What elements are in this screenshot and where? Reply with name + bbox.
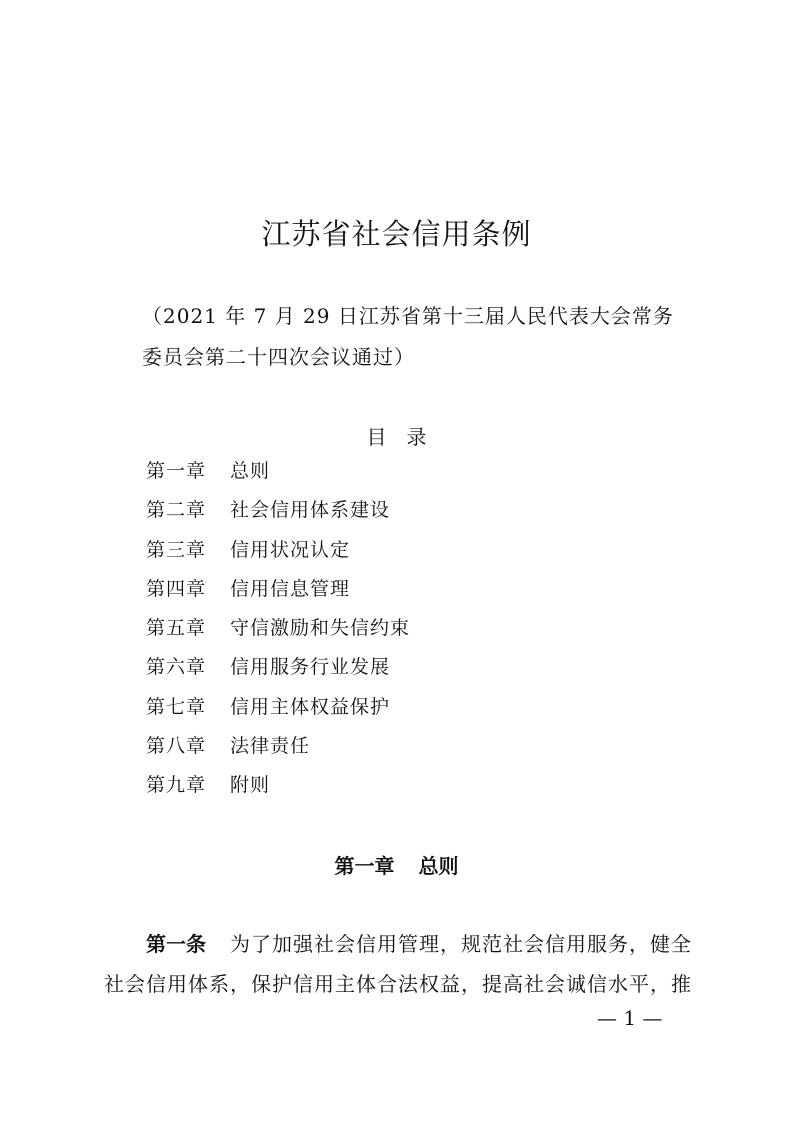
document-title: 江苏省社会信用条例: [261, 217, 532, 251]
toc-chapter-title: 附则: [230, 774, 271, 797]
adoption-note-line-2: 委员会第二十四次会议通过）: [142, 345, 415, 369]
toc-chapter-title: 法律责任: [230, 735, 311, 758]
toc-heading: 目 录: [366, 425, 427, 449]
toc-chapter-title: 信用信息管理: [230, 577, 351, 600]
toc-chapter-number: 第一章: [146, 460, 207, 482]
toc-chapter-number: 第七章: [146, 695, 207, 718]
chapter-heading-number: 第一章: [334, 854, 395, 878]
toc-chapter-title: 信用服务行业发展: [230, 656, 391, 679]
toc-chapter-number: 第五章: [146, 617, 207, 640]
toc-chapter-title: 社会信用体系建设: [230, 499, 391, 522]
toc-item: [146, 458, 410, 497]
toc-chapter-number: 第六章: [146, 656, 207, 679]
chapter-heading: [0, 850, 793, 879]
table-of-contents: [146, 458, 410, 812]
article-paragraph: [146, 928, 692, 957]
toc-item: [146, 654, 410, 693]
toc-chapter-number: 第八章: [146, 735, 207, 758]
toc-item: [146, 733, 410, 772]
article-text-line-1: 为了加强社会信用管理，规范社会信用服务，健全: [230, 932, 692, 956]
toc-chapter-title: 信用主体权益保护: [230, 695, 391, 718]
toc-chapter-number: 第九章: [146, 774, 207, 797]
toc-item: [146, 615, 410, 654]
toc-chapter-title: 总则: [230, 460, 271, 482]
article-text-line-2: 社会信用体系，保护信用主体合法权益，提高社会诚信水平，推: [104, 972, 692, 996]
toc-chapter-title: 守信激励和失信约束: [230, 617, 411, 640]
chapter-heading-title: 总则: [418, 854, 459, 878]
toc-item: [146, 694, 410, 733]
toc-chapter-number: 第四章: [146, 577, 207, 600]
toc-chapter-number: 第二章: [146, 499, 207, 522]
page-number: — 1 —: [597, 1006, 663, 1030]
article-label: 第一条: [146, 932, 206, 956]
toc-item: [146, 576, 410, 615]
toc-item: [146, 772, 410, 811]
toc-item: [146, 537, 410, 576]
toc-chapter-number: 第三章: [146, 538, 207, 561]
toc-item: [146, 497, 410, 536]
adoption-note-line-1: （2021 年 7 月 29 日江苏省第十三届人民代表大会常务: [142, 304, 674, 328]
toc-chapter-title: 信用状况认定: [230, 538, 351, 561]
